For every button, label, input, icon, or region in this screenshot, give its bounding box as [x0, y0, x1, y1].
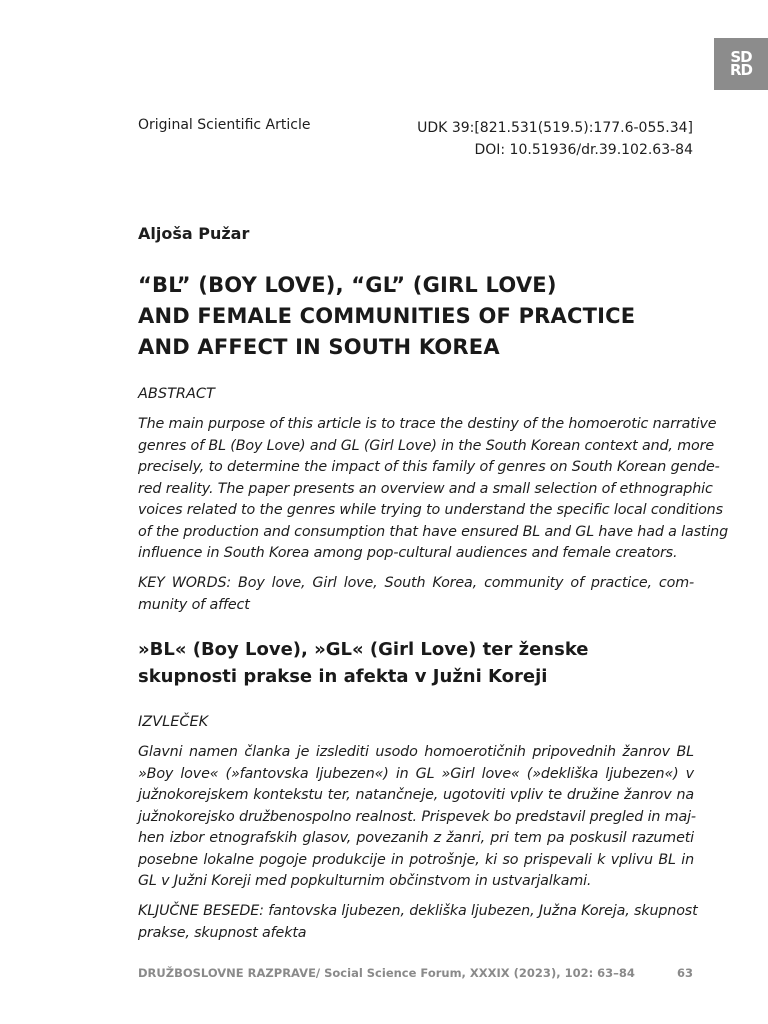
izvlecek-line: južnokorejsko družbenospolno realnost. Prispevek bo predstavil pregled in maj- — [138, 808, 696, 825]
page-number: 63 — [676, 966, 693, 980]
kljucne-besede-line: prakse, skupnost afekta — [138, 924, 307, 941]
article-title — [138, 270, 698, 363]
izvlecek-line: posebne lokalne pogoje produkcije in potrošnje, ki so prispevali k vplivu BL in — [138, 851, 694, 868]
izvlecek-keywords — [138, 901, 698, 944]
abstract-text — [138, 414, 728, 565]
logo-text-line-2: RD — [729, 61, 752, 79]
izvlecek-line: hen izbor etnografskih glasov, povezanih z žanri, pri tem pa poskusil razumeti — [138, 830, 694, 846]
title-line: “BL” (BOY LOVE), “GL” (GIRL LOVE) — [138, 273, 557, 297]
kljucne-besede-line: KLJUČNE BESEDE: fantovska ljubezen, dekliška ljubezen, Južna Koreja, skupnost — [138, 903, 698, 919]
title-line: AND AFFECT IN SOUTH KOREA — [138, 335, 500, 359]
author-name: Aljoša Pužar — [138, 224, 250, 243]
udk-code: UDK 39:[821.531(519.5):177.6-055.34] — [417, 120, 693, 136]
abstract-line: genres of BL (Boy Love) and GL (Girl Love) in the South Korean context and, more — [138, 437, 714, 454]
abstract-line: The main purpose of this article is to trace the destiny of the homoerotic narrative — [138, 416, 717, 432]
keywords-line: KEY WORDS: Boy love, Girl love, South Korea, community of practice, com- — [138, 575, 694, 591]
title-line: AND FEMALE COMMUNITIES OF PRACTICE — [138, 304, 636, 328]
journal-logo — [714, 38, 768, 90]
slovene-title — [138, 636, 698, 690]
logo-text-line-1: SD — [730, 48, 752, 66]
izvlecek-line: južnokorejskem kontekstu ter, natančneje, ugotoviti vpliv te družine žanrov na — [138, 787, 694, 803]
izvlecek-label: IZVLEČEK — [138, 714, 209, 730]
izvlecek-line: GL v Južni Koreji med popkulturnim občinstvom in ustvarjalkami. — [138, 873, 592, 889]
keywords-line: munity of affect — [138, 596, 250, 613]
izvlecek-line: »Boy love« (»fantovska ljubezen«) in GL »Girl love« (»dekliška ljubezen«) v — [138, 765, 694, 782]
article-identifiers — [417, 117, 693, 161]
abstract-line: red reality. The paper presents an overview and a small selection of ethnographic — [138, 480, 713, 497]
logo-text — [729, 48, 752, 79]
abstract-line: precisely, to determine the impact of this family of genres on South Korean gende- — [138, 459, 720, 475]
abstract-line: influence in South Korea among pop-cultural audiences and female creators. — [138, 545, 678, 561]
journal-citation: DRUŽBOSLOVNE RAZPRAVE/ Social Science Forum, XXXIX (2023), 102: 63–84 — [138, 966, 635, 980]
izvlecek-line: Glavni namen članka je izslediti usodo homoerotičnih pripovednih žanrov BL — [138, 744, 694, 760]
slovene-title-line: »BL« (Boy Love), »GL« (Girl Love) ter ženske — [138, 639, 589, 660]
abstract-line: of the production and consumption that have ensured BL and GL have had a lasting — [138, 523, 728, 540]
abstract-label: ABSTRACT — [138, 386, 215, 402]
abstract-keywords — [138, 573, 694, 616]
izvlecek-text — [138, 742, 694, 893]
slovene-title-line: skupnosti prakse in afekta v Južni Koreji — [138, 666, 548, 687]
doi: DOI: 10.51936/dr.39.102.63-84 — [474, 142, 693, 158]
abstract-line: voices related to the genres while trying to understand the specific local conditions — [138, 502, 723, 518]
article-type: Original Scientific Article — [138, 117, 311, 133]
